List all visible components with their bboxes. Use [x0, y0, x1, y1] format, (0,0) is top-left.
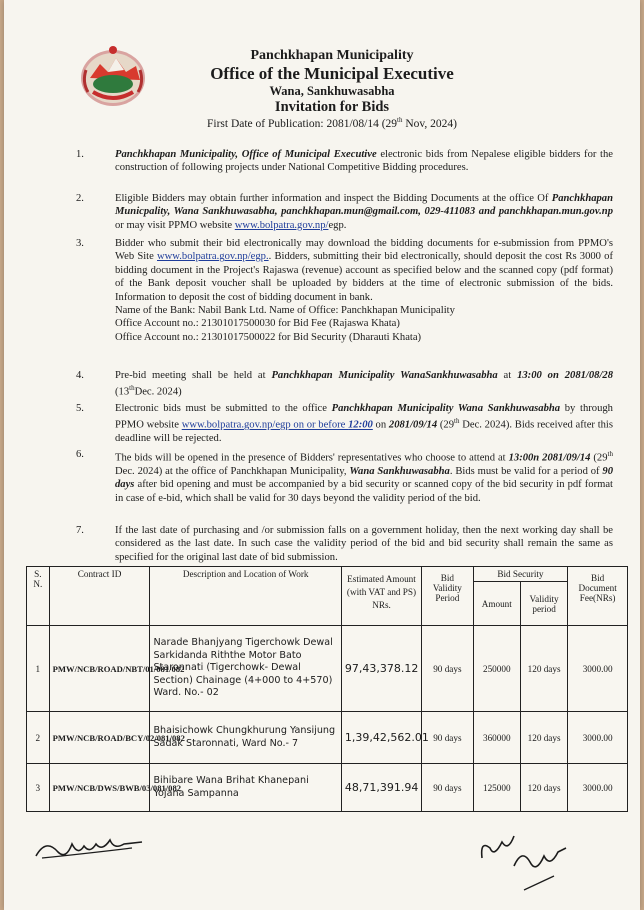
- ppmo-link[interactable]: www.bolpatra.gov.np/: [234, 219, 329, 231]
- municipality-name: Panchkhapan Municipality: [250, 48, 414, 63]
- account-bid-fee: Office Account no.: 21301017500030 for Bid Fee (Rajaswa Khata): [115, 318, 400, 330]
- col-header-sec-amount: Amount: [473, 582, 520, 626]
- bids-table: [26, 566, 628, 812]
- bolpatra-link[interactable]: www.bolpatra.gov.np/egp on or before 12:00: [181, 419, 373, 431]
- col-header-contract: Contract ID: [49, 567, 150, 626]
- page-title: Invitation for Bids: [274, 99, 390, 115]
- signature-right: [474, 818, 584, 898]
- bank-name: Name of the Bank: Nabil Bank Ltd. Name of Office: Panchkhapan Municipality: [115, 305, 455, 317]
- account-bid-security: Office Account no.: 21301017500022 for Bid Security (Dharauti Khata): [115, 331, 422, 343]
- col-header-security: Bid Security: [473, 567, 568, 582]
- col-header-estimated: Estimated Amount (with VAT and PS) NRs.: [341, 567, 421, 626]
- notice-page: Panchkhapan Municipality Office of the Municipal Executive Wana, Sankhuwasabha Invitation for Bids First Date of Publication: 2081/08/14 (29th Nov, 2024) 1. Panchkhapan Municipality, Office of Municipal Executive electronic bids from Nepalese eligible bidders for the construction of following projects under National Competitive Bidding procedures. 2. Eligible Bidders may obtain further information and inspect the Bidding Documents at the office Of Panchkhapan Municpality, Wana Sankhuwasabha, panchkhapan.mun@gmail.com, 029-411083 and panchkhapan.mun.gov.np or may visit PPMO website www.bolpatra.gov.np/egp. 3. Bidder who submit their bid electronically may download the bidding documents for e-submission from PPMO's Web Site www.bolpatra.gov.np/egp.. Bidders, submitting their bid electronically, should deposit the cost Rs 3000 of bidding document in the Project's Rajaswa (revenue) account as specified below and the scanned copy (pdf format) of the Bank deposit voucher shall be uploaded by bidders at the time of electronic submission of the bids. Information to deposit the cost of bidding document in bank. Name of the Bank: Nabil Bank Ltd. Name of Office: Panchkhapan Municipality Office Account no.: 21301017500030 for Bid Fee (Rajaswa Khata) Office Account no.: 21301017500022 for Bid Security (Dharauti Khata) 4. Pre-bid meeting shall be held at Panchkhapan Municipality WanaSankhuwasabha at 13:00 on 2081/08/28 (13thDec. 2024) 5. Electronic bids must be submitted to the office Panchkhapan Municipality Wana Sankhuwasabha by through PPMO website www.bolpatra.gov.np/egp on or before 12:00 on 2081/09/14 (29th Dec. 2024). Bids received after this deadline will be rejected. 6. The bids will be opened in the presence of Bidders' representatives who choose to attend at 13:00n 2081/09/14 (29th Dec. 2024) at the office of Panchkhapan Municipality, Wana Sankhuwasabha. Bids must be valid for a period of 90 days after bid opening and must be accompanied by a bid security or scanned copy of the bid security in pdf format in case of e-bid, which shall be valid for 30 days beyond the validity period of the bid. 7. If the last date of purchasing and /or submission falls on a government holiday, then the next working day shall be considered as the last date. In such case the validity period of the bid and bid security shall remain the same as specified for the original last date of bid submission. S. N. Contract ID Description and Location of Work Estimated Amount (with VAT and PS) NRs. Bid Validity Period Bid Security Bid Document Fee(NRs) Amount Validity period 1 PMW/NCB/ROAD/NBT/01/081/082 Narade Bhanjyang Tigerchowk Dewal Sarkidanda Riththe Motor Bato Staronnati (Tigerchowk- Dewal Section) Chainage (4+000 to 4+570) Ward. No.- 02 97,43,378.12 90 days 250000 120 days 3000.00 2 PMW/NCB/ROAD/BCY/02/081/082 Bhaisichowk Chungkhurung Yansijung Sadak Staronnati, Ward No.- 7 1,39,42,562.01 90 days 360000 120 days 3000.00 3 PMW/NCB/DWS/BWB/03/081/082 Bihibare Wana Brihat Khanepani Yojana Sampanna 48,71,391.94 90 days 125000 120 days 3000.00: [4, 0, 640, 910]
- table-row: 1 PMW/NCB/ROAD/NBT/01/081/082 Narade Bhanjyang Tigerchowk Dewal Sarkidanda Riththe Motor Bato Staronnati (Tigerchowk- Dewal Section) Chainage (4+000 to 4+570) Ward. No.- 02 97,43,378.12 90 days 250000 120 days 3000.00: [27, 626, 628, 712]
- col-header-validity: Bid Validity Period: [422, 567, 473, 626]
- col-header-desc: Description and Location of Work: [150, 567, 341, 626]
- col-header-sn: S. N.: [27, 567, 50, 626]
- publication-date: First Date of Publication: 2081/08/14 (29th Nov, 2024): [206, 116, 458, 130]
- col-header-fee: Bid Document Fee(NRs): [568, 567, 628, 626]
- location: Wana, Sankhuwasabha: [269, 84, 395, 98]
- col-header-sec-validity: Validity period: [520, 582, 567, 626]
- ppmo-egp-link[interactable]: www.bolpatra.gov.np/egp.: [157, 251, 269, 263]
- header: [4, 0, 640, 140]
- table-header-row: [27, 567, 628, 582]
- table-row: 3 PMW/NCB/DWS/BWB/03/081/082 Bihibare Wana Brihat Khanepani Yojana Sampanna 48,71,391.94 90 days 125000 120 days 3000.00: [27, 764, 628, 812]
- signature-left: [32, 826, 152, 866]
- table-row: 2 PMW/NCB/ROAD/BCY/02/081/082 Bhaisichowk Chungkhurung Yansijung Sadak Staronnati, Ward No.- 7 1,39,42,562.01 90 days 360000 120 days 3000.00: [27, 712, 628, 764]
- office-name: Office of the Municipal Executive: [210, 64, 454, 83]
- title-block: [4, 48, 640, 130]
